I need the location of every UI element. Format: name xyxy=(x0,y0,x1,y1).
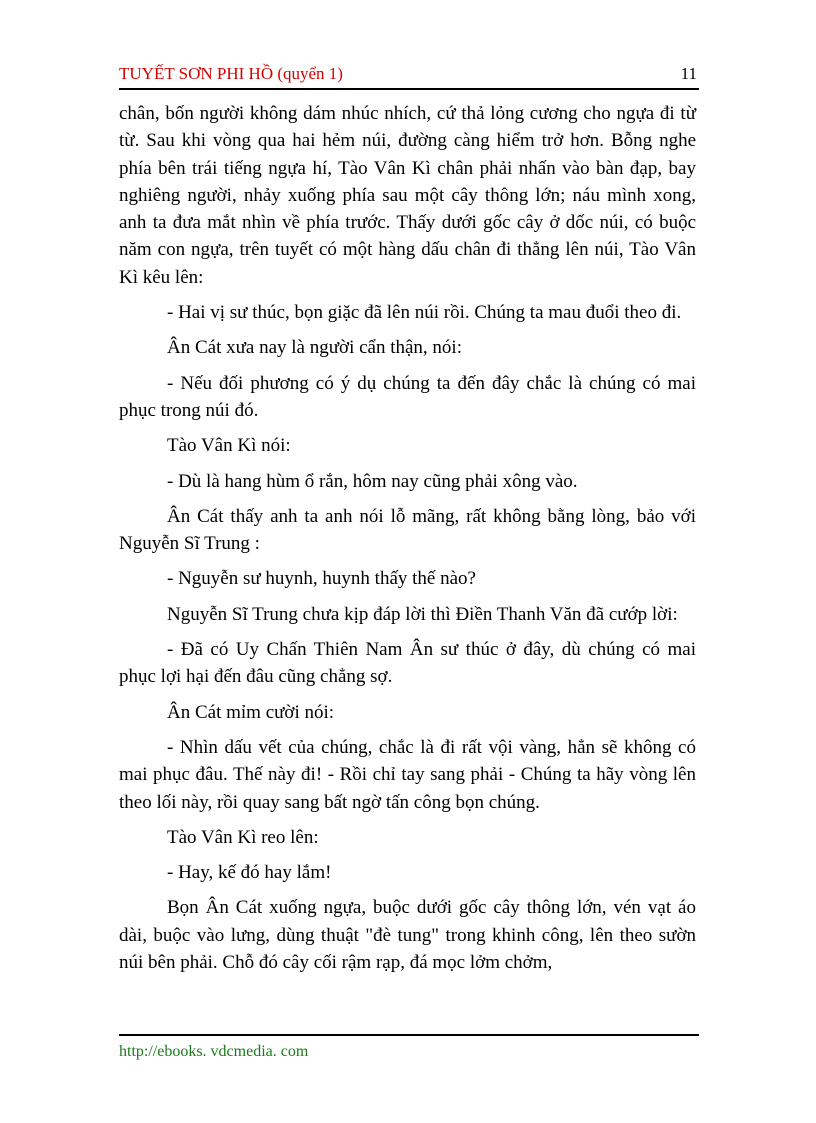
paragraph: Ân Cát xưa nay là người cẩn thận, nói: xyxy=(167,337,462,359)
paragraph: - Nhìn dấu vết của chúng, chắc là đi rất vội vàng, hẳn sẽ không có mai phục đâu. Thế này đi! - Rồi chỉ tay sang phải - Chúng ta hãy vòng lên theo lối này, rồi quay sang bất ngờ tấn công bọn chúng. xyxy=(119,736,696,813)
page-body xyxy=(119,100,696,984)
paragraph: - Hay, kế đó hay lắm! xyxy=(167,862,332,884)
paragraph: - Nguyễn sư huynh, huynh thấy thế nào? xyxy=(167,568,476,590)
paragraph: Ân Cát mỉm cười nói: xyxy=(167,701,335,723)
paragraph: - Nếu đối phương có ý dụ chúng ta đến đây chắc là chúng có mai phục trong núi đó. xyxy=(119,372,696,421)
paragraph: - Đã có Uy Chấn Thiên Nam Ân sư thúc ở đây, dù chúng có mai phục lợi hại đến đâu cũng chẳng sợ. xyxy=(119,639,696,688)
paragraph: Tào Vân Kì nói: xyxy=(167,435,291,457)
paragraph: Ân Cát thấy anh ta anh nói lỗ mãng, rất không bằng lòng, bảo với Nguyễn Sĩ Trung : xyxy=(119,505,696,555)
paragraph: Tào Vân Kì reo lên: xyxy=(167,826,319,848)
paragraph: Nguyễn Sĩ Trung chưa kịp đáp lời thì Điền Thanh Văn đã cướp lời: xyxy=(167,603,678,625)
footer-url-link[interactable]: http://ebooks. vdcmedia. com xyxy=(119,1043,309,1060)
paragraph: - Hai vị sư thúc, bọn giặc đã lên núi rồi. Chúng ta mau đuổi theo đi. xyxy=(167,302,682,324)
footer-divider xyxy=(119,1034,699,1036)
page-header xyxy=(119,62,699,90)
page-number: 11 xyxy=(680,64,697,83)
paragraph: - Dù là hang hùm ổ rắn, hôm nay cũng phải xông vào. xyxy=(167,470,578,492)
book-title: TUYẾT SƠN PHI HỒ (quyển 1) xyxy=(119,64,343,83)
paragraph: chân, bốn người không dám nhúc nhích, cứ thả lỏng cương cho ngựa đi từ từ. Sau khi vòng qua hai hẻm núi, đường càng hiểm trở hơn. Bỗng nghe phía bên trái tiếng ngựa hí, Tào Vân Kì chân phải nhấn vào bàn đạp, bay nghiêng người, nhảy xuống phía sau một cây thông lớn; náu mình xong, anh ta đưa mắt nhìn về phía trước. Thấy dưới gốc cây ở dốc núi, có buộc năm con ngựa, trên tuyết có một hàng dấu chân đi thẳng lên núi, Tào Vân Kì kêu lên: xyxy=(119,103,696,288)
paragraph: Bọn Ân Cát xuống ngựa, buộc dưới gốc cây thông lớn, vén vạt áo dài, buộc vào lưng, dùng thuật "đè tung" trong khinh công, lên theo sườn núi bên phải. Chỗ đó cây cối rậm rạp, đá mọc lởm chởm, xyxy=(119,897,696,974)
